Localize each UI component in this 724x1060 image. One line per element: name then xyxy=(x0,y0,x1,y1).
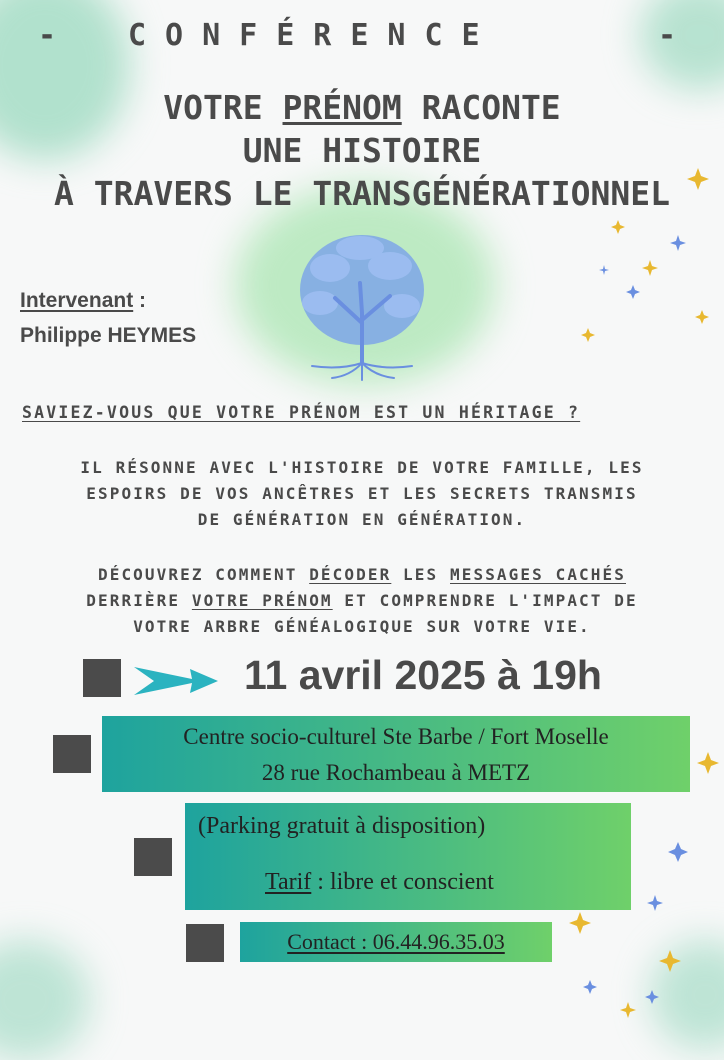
title-line-3: À TRAVERS LE TRANSGÉNÉRATIONNEL xyxy=(54,174,670,213)
contact-link[interactable]: Contact : 06.44.96.35.03 xyxy=(287,929,505,954)
header-dash-left: - xyxy=(38,18,57,53)
contact-box xyxy=(240,922,552,962)
bullet-square-icon xyxy=(134,838,172,876)
speaker-name: Philippe HEYMES xyxy=(20,324,197,347)
title-line-1: VOTRE PRÉNOM RACONTE xyxy=(163,88,561,127)
bullet-square-icon xyxy=(83,659,121,697)
bullet-square-icon xyxy=(53,735,91,773)
header-kicker: CONFÉRENCE xyxy=(128,18,499,53)
sparkle-icon xyxy=(560,740,724,1024)
paragraph-decode: DÉCOUVREZ COMMENT DÉCODER LES MESSAGES CACHÉS DERRIÈRE VOTRE PRÉNOM ET COMPRENDRE L'IMPACT DE VOTRE ARBRE GÉNÉALOGIQUE SUR VOTRE VIE. xyxy=(86,565,638,636)
paragraph-heritage: IL RÉSONNE AVEC L'HISTOIRE DE VOTRE FAMILLE, LES ESPOIRS DE VOS ANCÊTRES ET LES SECRETS TRANSMIS DE GÉNÉRATION EN GÉNÉRATION. xyxy=(80,458,644,529)
header-dash-right: - xyxy=(658,18,677,53)
tree-icon xyxy=(290,228,435,383)
watercolor-bottom-left xyxy=(0,940,90,1060)
sparkle-icon xyxy=(578,160,724,360)
venue-line-2: 28 rue Rochambeau à METZ xyxy=(261,760,531,785)
bullet-square-icon xyxy=(186,924,224,962)
venue-line-1: Centre socio-culturel Ste Barbe / Fort Moselle xyxy=(183,724,609,749)
speaker-label: Intervenant : xyxy=(20,289,147,312)
intro-question: SAVIEZ-VOUS QUE VOTRE PRÉNOM EST UN HÉRITAGE ? xyxy=(22,403,581,422)
title-line-2: UNE HISTOIRE xyxy=(242,131,482,170)
parking-note: (Parking gratuit à disposition) xyxy=(198,813,486,839)
watercolor-top-right xyxy=(640,0,724,90)
arrow-right-icon xyxy=(132,661,220,701)
tarif-line: Tarif : libre et conscient xyxy=(265,869,494,895)
event-date: 11 avril 2025 à 19h xyxy=(244,652,602,698)
